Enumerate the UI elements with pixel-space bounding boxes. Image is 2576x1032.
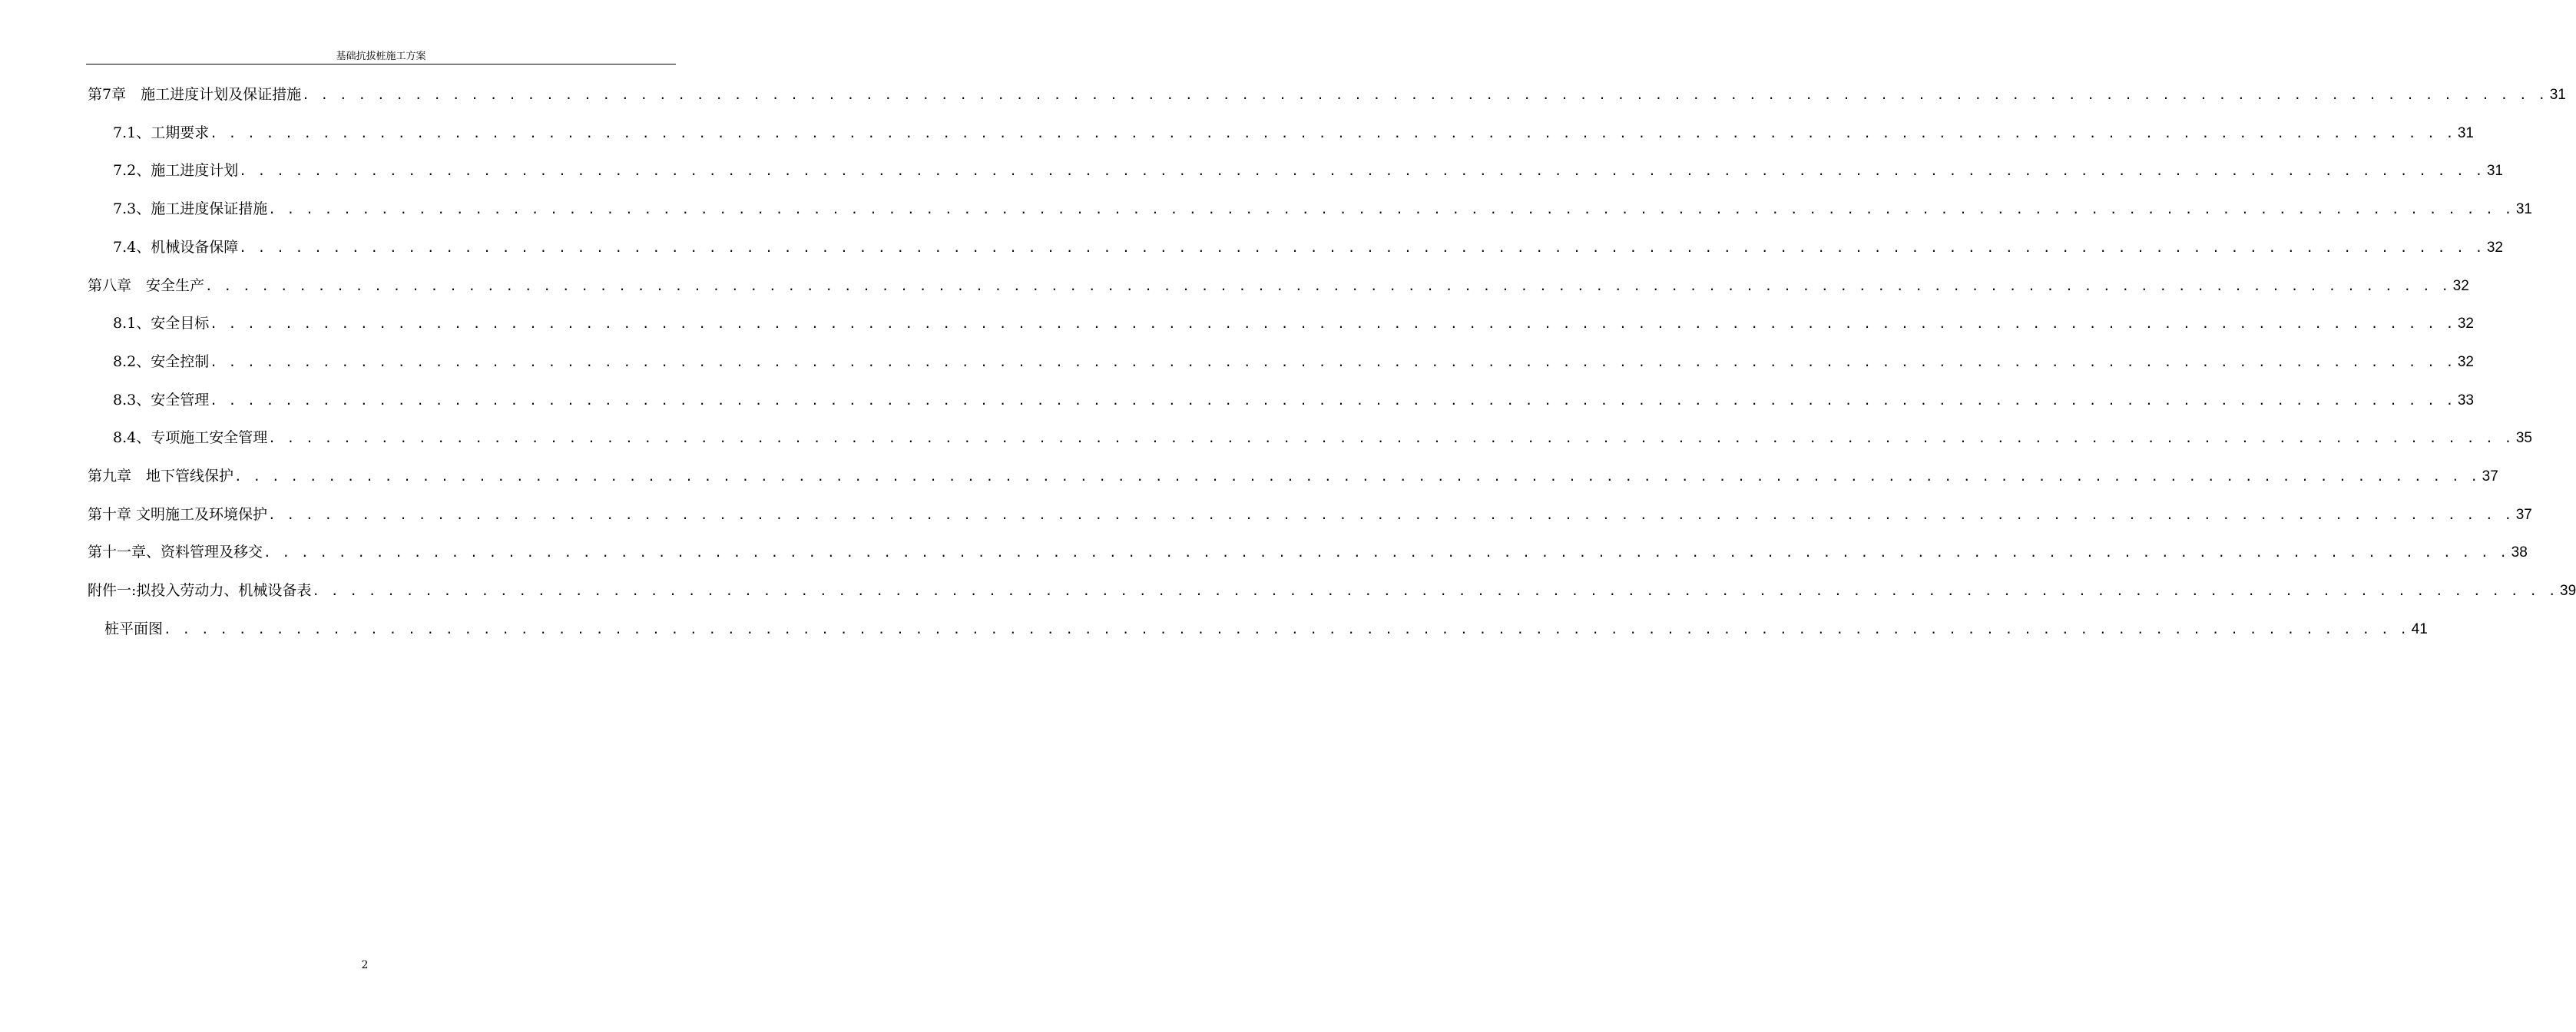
toc-entry-title: 7.3、施工进度保证措施 xyxy=(113,200,268,217)
running-header: 基础抗拔桩施工方案 xyxy=(336,51,426,62)
toc-entry[interactable] xyxy=(88,504,2532,525)
toc-dot-leader: . . . . . . . . . . . . . . . . . . . . . . . . . . . . . . . . . . . . . . . . . . . . . . . . . . . . . . . . . . . . . . . . . . . . . . . . . . . . . . . . . . . . . . . . . . . . . . . . . . . . . . . . . . . . . . . . . . . . . . . . xyxy=(302,88,2548,102)
toc-dot-leader: . . . . . . . . . . . . . . . . . . . . . . . . . . . . . . . . . . . . . . . . . . . . . . . . . . . . . . . . . . . . . . . . . . . . . . . . . . . . . . . . . . . . . . . . . . . . . . . . . . . . . . . . . . . . . . . . . . . . . . . . xyxy=(239,240,2485,255)
toc-entry-page: 41 xyxy=(2411,621,2428,637)
toc-entry[interactable] xyxy=(113,199,2532,220)
toc-entry[interactable] xyxy=(88,542,2528,563)
toc-entry[interactable] xyxy=(113,123,2474,144)
toc-dot-leader: . . . . . . . . . . . . . . . . . . . . . . . . . . . . . . . . . . . . . . . . . . . . . . . . . . . . . . . . . . . . . . . . . . . . . . . . . . . . . . . . . . . . . . . . . . . . . . . . . . . . . . . . . . . . . . . . . . . . . . . . xyxy=(312,584,2558,598)
toc-entry-title: 第十章 文明施工及环境保护 xyxy=(88,506,268,523)
toc-entry-title: 7.1、工期要求 xyxy=(113,124,210,141)
toc-entry-title: 7.4、机械设备保障 xyxy=(113,239,239,256)
toc-dot-leader: . . . . . . . . . . . . . . . . . . . . . . . . . . . . . . . . . . . . . . . . . . . . . . . . . . . . . . . . . . . . . . . . . . . . . . . . . . . . . . . . . . . . . . . . . . . . . . . . . . . . . . . . . . . . . . . . . . . . . . . . xyxy=(210,316,2455,331)
toc-entry-title: 8.4、专项施工安全管理 xyxy=(113,429,268,446)
toc-entry-title: 附件一:拟投入劳动力、机械设备表 xyxy=(88,582,312,599)
toc-dot-leader: . . . . . . . . . . . . . . . . . . . . . . . . . . . . . . . . . . . . . . . . . . . . . . . . . . . . . . . . . . . . . . . . . . . . . . . . . . . . . . . . . . . . . . . . . . . . . . . . . . . . . . . . . . . . . . . . . . . . . . . . xyxy=(210,355,2455,369)
toc-dot-leader: . . . . . . . . . . . . . . . . . . . . . . . . . . . . . . . . . . . . . . . . . . . . . . . . . . . . . . . . . . . . . . . . . . . . . . . . . . . . . . . . . . . . . . . . . . . . . . . . . . . . . . . . . . . . . . . . . . . . . . . . xyxy=(234,469,2480,484)
toc-entry-page: 37 xyxy=(2482,468,2498,485)
toc-entry[interactable] xyxy=(104,619,2428,640)
toc-dot-leader: . . . . . . . . . . . . . . . . . . . . . . . . . . . . . . . . . . . . . . . . . . . . . . . . . . . . . . . . . . . . . . . . . . . . . . . . . . . . . . . . . . . . . . . . . . . . . . . . . . . . . . . . . . . . . . . . . . . . . . . . xyxy=(210,393,2455,408)
toc-entry-page: 39 xyxy=(2560,583,2576,599)
toc-entry-page: 37 xyxy=(2515,507,2532,523)
toc-dot-leader: . . . . . . . . . . . . . . . . . . . . . . . . . . . . . . . . . . . . . . . . . . . . . . . . . . . . . . . . . . . . . . . . . . . . . . . . . . . . . . . . . . . . . . . . . . . . . . . . . . . . . . . . . . . . . . . . . . . . . . . . xyxy=(263,545,2509,560)
toc-dot-leader: . . . . . . . . . . . . . . . . . . . . . . . . . . . . . . . . . . . . . . . . . . . . . . . . . . . . . . . . . . . . . . . . . . . . . . . . . . . . . . . . . . . . . . . . . . . . . . . . . . . . . . . . . . . . . . . . . . . . . . . . xyxy=(268,508,2514,522)
toc-entry-page: 33 xyxy=(2457,392,2474,408)
toc-dot-leader: . . . . . . . . . . . . . . . . . . . . . . . . . . . . . . . . . . . . . . . . . . . . . . . . . . . . . . . . . . . . . . . . . . . . . . . . . . . . . . . . . . . . . . . . . . . . . . . . . . . . . . . . . . . . . . . . . . . . . . . . xyxy=(164,622,2409,637)
toc-entry[interactable] xyxy=(113,237,2503,258)
toc-entry[interactable] xyxy=(88,276,2469,296)
toc-entry-title: 7.2、施工进度计划 xyxy=(113,162,239,179)
toc-dot-leader: . . . . . . . . . . . . . . . . . . . . . . . . . . . . . . . . . . . . . . . . . . . . . . . . . . . . . . . . . . . . . . . . . . . . . . . . . . . . . . . . . . . . . . . . . . . . . . . . . . . . . . . . . . . . . . . . . . . . . . . . xyxy=(210,126,2455,141)
toc-entry-title: 8.3、安全管理 xyxy=(113,392,210,408)
toc-entry[interactable] xyxy=(88,580,2576,601)
toc-entry-page: 38 xyxy=(2511,544,2528,561)
toc-entry-page: 31 xyxy=(2457,125,2474,141)
toc-dot-leader: . . . . . . . . . . . . . . . . . . . . . . . . . . . . . . . . . . . . . . . . . . . . . . . . . . . . . . . . . . . . . . . . . . . . . . . . . . . . . . . . . . . . . . . . . . . . . . . . . . . . . . . . . . . . . . . . . . . . . . . . xyxy=(205,279,2451,293)
toc-entry-page: 31 xyxy=(2486,163,2503,179)
toc-entry-page: 35 xyxy=(2515,430,2532,446)
toc-entry-page: 32 xyxy=(2486,240,2503,256)
toc-entry[interactable] xyxy=(88,84,2566,105)
toc-entry[interactable] xyxy=(88,466,2498,487)
toc-entry-page: 32 xyxy=(2452,278,2469,294)
toc-entry-title: 8.2、安全控制 xyxy=(113,353,210,370)
toc-dot-leader: . . . . . . . . . . . . . . . . . . . . . . . . . . . . . . . . . . . . . . . . . . . . . . . . . . . . . . . . . . . . . . . . . . . . . . . . . . . . . . . . . . . . . . . . . . . . . . . . . . . . . . . . . . . . . . . . . . . . . . . . xyxy=(239,164,2485,178)
toc-entry[interactable] xyxy=(113,390,2474,411)
toc-entry-page: 32 xyxy=(2457,354,2474,370)
toc-entry-page: 31 xyxy=(2515,201,2532,217)
toc-entry-title: 第九章 地下管线保护 xyxy=(88,468,234,485)
page-number: 2 xyxy=(361,959,369,971)
toc-entry-page: 32 xyxy=(2457,316,2474,332)
toc-entry-title: 第十一章、资料管理及移交 xyxy=(88,544,263,561)
toc-entry-title: 桩平面图 xyxy=(104,620,164,637)
toc-entry[interactable] xyxy=(113,428,2532,448)
toc-entry[interactable] xyxy=(113,313,2474,334)
toc-dot-leader: . . . . . . . . . . . . . . . . . . . . . . . . . . . . . . . . . . . . . . . . . . . . . . . . . . . . . . . . . . . . . . . . . . . . . . . . . . . . . . . . . . . . . . . . . . . . . . . . . . . . . . . . . . . . . . . . . . . . . . . . xyxy=(268,431,2514,445)
toc-entry-title: 8.1、安全目标 xyxy=(113,315,210,332)
toc-entry[interactable] xyxy=(113,160,2503,181)
toc-entry[interactable] xyxy=(113,352,2474,372)
toc-entry-title: 第7章 施工进度计划及保证措施 xyxy=(88,86,302,103)
toc-dot-leader: . . . . . . . . . . . . . . . . . . . . . . . . . . . . . . . . . . . . . . . . . . . . . . . . . . . . . . . . . . . . . . . . . . . . . . . . . . . . . . . . . . . . . . . . . . . . . . . . . . . . . . . . . . . . . . . . . . . . . . . . xyxy=(268,202,2514,217)
toc-entry-title: 第八章 安全生产 xyxy=(88,277,205,294)
toc-entry-page: 31 xyxy=(2549,87,2566,103)
